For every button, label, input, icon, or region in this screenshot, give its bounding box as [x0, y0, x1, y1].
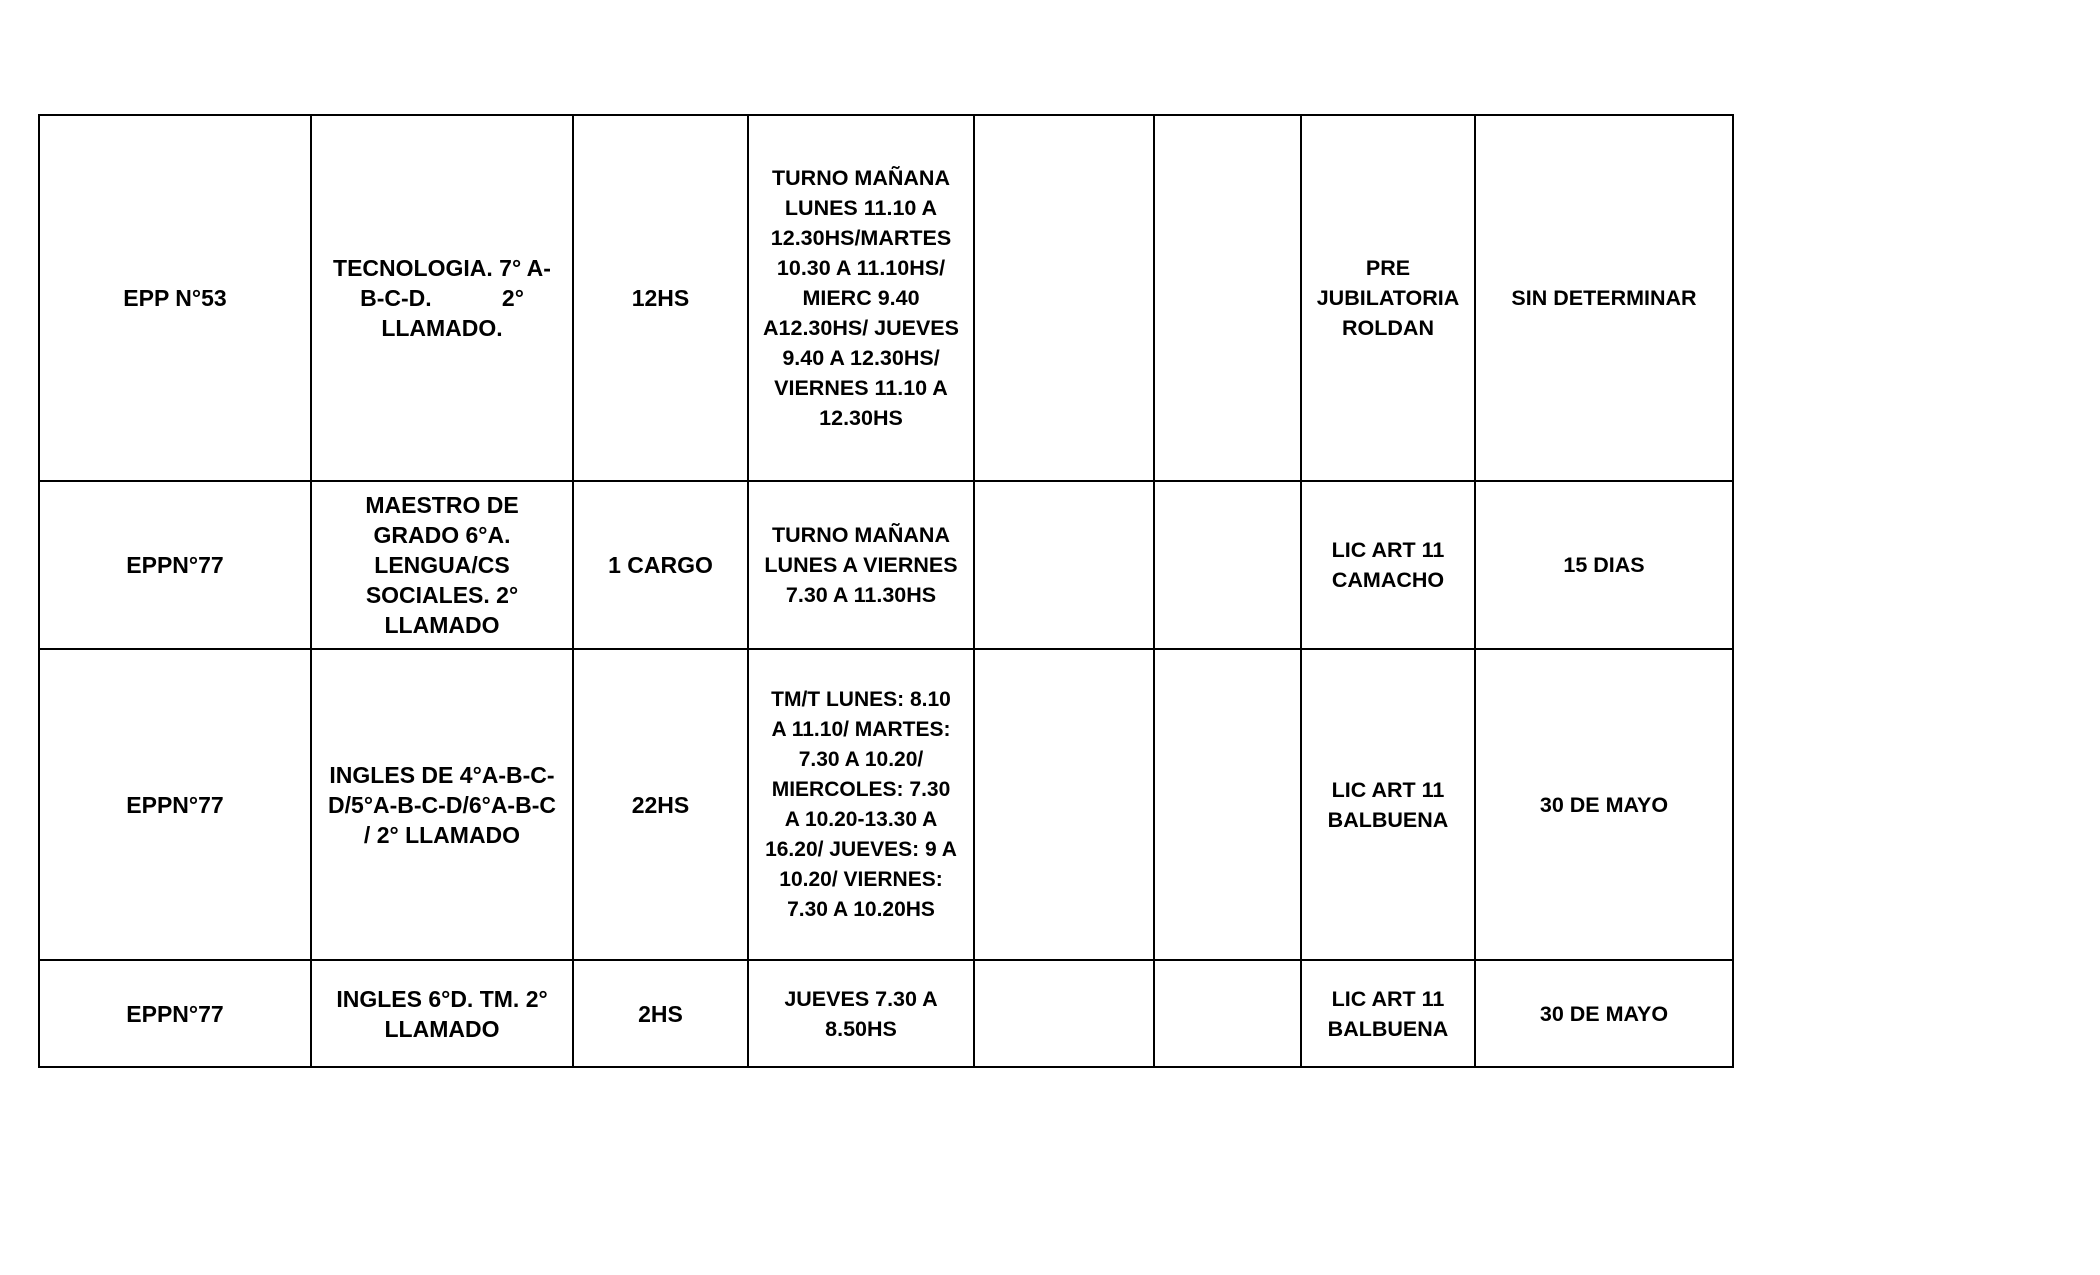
school-cell: EPPN°77 [39, 960, 311, 1067]
reason-cell: LIC ART 11 CAMACHO [1301, 481, 1475, 649]
schedule-cell: TURNO MAÑANA LUNES 11.10 A 12.30HS/MARTES 10.30 A 11.10HS/ MIERC 9.40 A12.30HS/ JUEVES 9.40 A 12.30HS/ VIERNES 11.10 A 12.30HS [748, 115, 974, 481]
table-row [39, 649, 1733, 960]
hours-cell: 22HS [573, 649, 748, 960]
hours-cell: 1 CARGO [573, 481, 748, 649]
empty-cell [974, 481, 1154, 649]
table-row [39, 960, 1733, 1067]
subject-cell: MAESTRO DE GRADO 6°A. LENGUA/CS SOCIALES. 2° LLAMADO [311, 481, 573, 649]
empty-cell [974, 960, 1154, 1067]
vacancy-table [38, 114, 1734, 1068]
empty-cell [974, 649, 1154, 960]
school-cell: EPPN°77 [39, 481, 311, 649]
duration-cell: 30 DE MAYO [1475, 960, 1733, 1067]
reason-cell: PRE JUBILATORIA ROLDAN [1301, 115, 1475, 481]
schedule-cell: TM/T LUNES: 8.10 A 11.10/ MARTES: 7.30 A 10.20/ MIERCOLES: 7.30 A 10.20-13.30 A 16.20/ JUEVES: 9 A 10.20/ VIERNES: 7.30 A 10.20HS [748, 649, 974, 960]
empty-cell [1154, 115, 1301, 481]
empty-cell [1154, 960, 1301, 1067]
schedule-cell: TURNO MAÑANA LUNES A VIERNES 7.30 A 11.30HS [748, 481, 974, 649]
schedule-cell: JUEVES 7.30 A 8.50HS [748, 960, 974, 1067]
reason-cell: LIC ART 11 BALBUENA [1301, 960, 1475, 1067]
reason-cell: LIC ART 11 BALBUENA [1301, 649, 1475, 960]
empty-cell [974, 115, 1154, 481]
subject-cell: INGLES DE 4°A-B-C- D/5°A-B-C-D/6°A-B-C / 2° LLAMADO [311, 649, 573, 960]
table-row [39, 115, 1733, 481]
duration-cell: 15 DIAS [1475, 481, 1733, 649]
duration-cell: SIN DETERMINAR [1475, 115, 1733, 481]
table-row [39, 481, 1733, 649]
school-cell: EPPN°77 [39, 649, 311, 960]
subject-cell: INGLES 6°D. TM. 2° LLAMADO [311, 960, 573, 1067]
subject-cell: TECNOLOGIA. 7° A- B-C-D. 2° LLAMADO. [311, 115, 573, 481]
empty-cell [1154, 481, 1301, 649]
empty-cell [1154, 649, 1301, 960]
hours-cell: 12HS [573, 115, 748, 481]
duration-cell: 30 DE MAYO [1475, 649, 1733, 960]
hours-cell: 2HS [573, 960, 748, 1067]
school-cell: EPP N°53 [39, 115, 311, 481]
